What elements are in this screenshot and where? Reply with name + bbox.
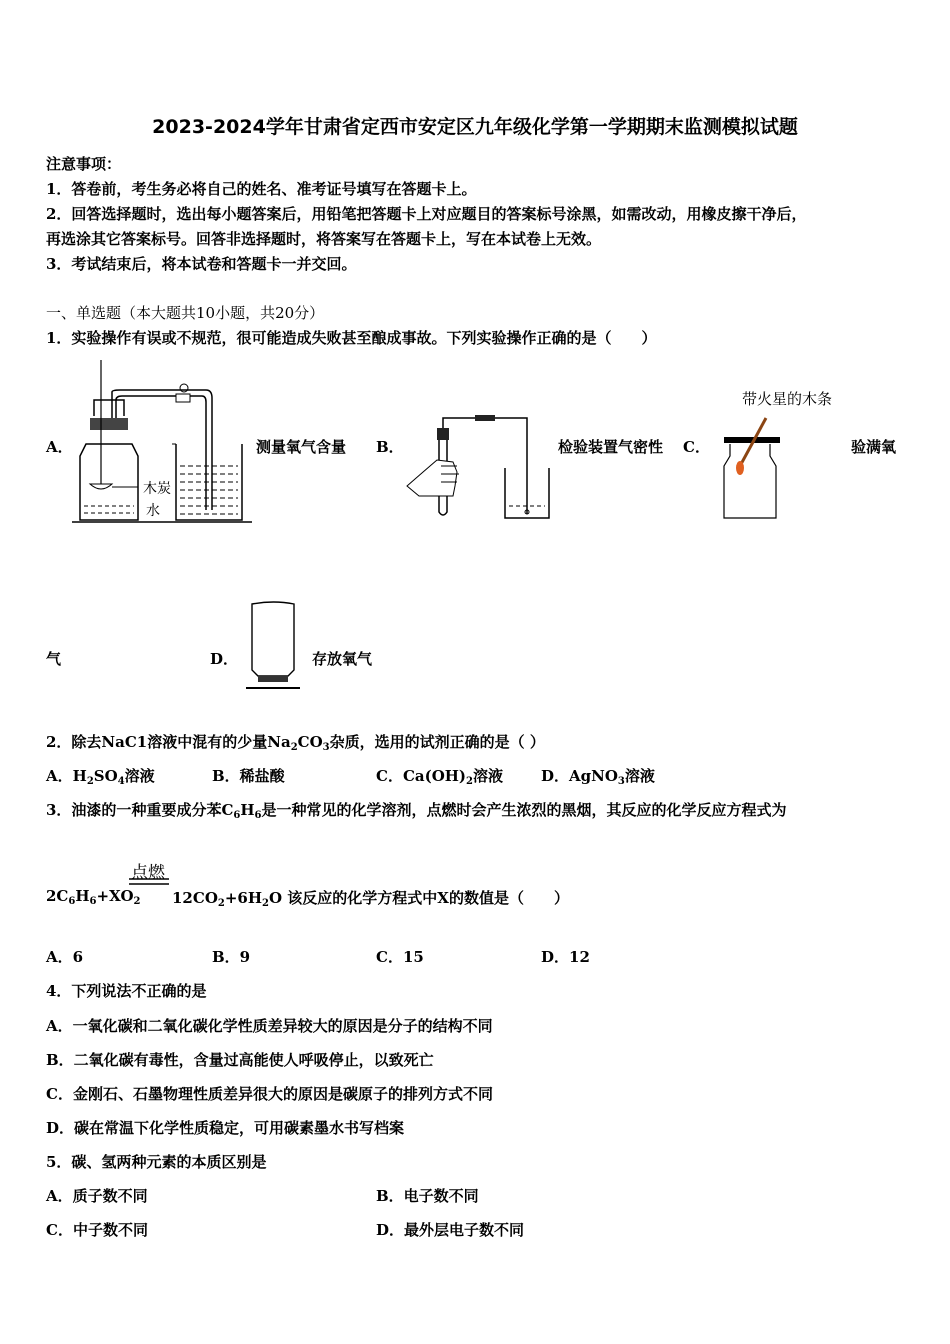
q5-option-c: C．中子数不同 — [46, 1221, 148, 1239]
q2-option-b: B．稀盐酸 — [212, 767, 285, 785]
q3-equals-sign — [129, 878, 171, 886]
q1-label-water: 水 — [146, 503, 160, 519]
q2-option-a: A．$H_2SO_4$溶液 — [46, 767, 155, 787]
q3-stem: 3．油漆的一种重要成分苯$C_6H_6$是一种常见的化学溶剂，点燃时会产生浓烈的黑烟，其反应的化学反应方程式为 — [46, 801, 787, 821]
q1-option-a-text: 测量氧气含量 — [256, 438, 347, 456]
q3-option-d: D．12 — [541, 948, 590, 966]
q1-apparatus-c — [720, 410, 790, 520]
notice-item: 3．考试结束后，将本试卷和答题卡一并交回。 — [46, 255, 357, 273]
q1-apparatus-d — [246, 600, 306, 692]
q5-option-d: D．最外层电子数不同 — [376, 1221, 525, 1239]
q4-option-a: A．一氧化碳和二氧化碳化学性质差异较大的原因是分子的结构不同 — [46, 1017, 493, 1035]
q3-reaction-condition: 点燃 — [131, 863, 165, 883]
page-title: 2023-2024学年甘肃省定西市安定区九年级化学第一学期期末监测模拟试题 — [152, 116, 798, 138]
q5-stem: 5．碳、氢两种元素的本质区别是 — [46, 1153, 267, 1171]
q4-option-c: C．金刚石、石墨物理性质差异很大的原因是碳原子的排列方式不同 — [46, 1085, 493, 1103]
q3-equation-left: $2C_6H_6+XO_2$ — [46, 887, 141, 907]
q2-option-d: D．AgNO$_3$溶液 — [541, 767, 655, 787]
q1-apparatus-a — [72, 360, 252, 530]
q1-option-a-letter: A． — [46, 438, 73, 456]
q1-option-b-text: 检验装置气密性 — [558, 438, 664, 456]
q3-equation-right: $12CO_2+6H_2O$ 该反应的化学方程式中X的数值是（ ） — [172, 889, 569, 909]
q3-option-c: C．15 — [376, 948, 424, 966]
q2-stem: 2．除去NaC1溶液中混有的少量$Na_2CO_3$杂质，选用的试剂正确的是（ ） — [46, 733, 545, 753]
q1-option-b-letter: B． — [376, 438, 404, 456]
q3-option-a: A．6 — [46, 948, 84, 966]
notice-item: 2．回答选择题时，选出每小题答案后，用铅笔把答题卡上对应题目的答案标号涂黑，如需改动，用橡皮擦干净后， — [46, 205, 807, 223]
q1-option-c-text: 验满氧 — [851, 438, 897, 456]
q5-option-b: B．电子数不同 — [376, 1187, 479, 1205]
q5-option-a: A．质子数不同 — [46, 1187, 148, 1205]
q2-option-c: C．$Ca(OH)_2$溶液 — [376, 767, 504, 787]
q1-option-d-text: 存放氧气 — [312, 650, 373, 668]
q1-apparatus-b — [405, 412, 555, 522]
q1-option-c-letter: C． — [683, 438, 710, 456]
q4-option-d: D．碳在常温下化学性质稳定，可用碳素墨水书写档案 — [46, 1119, 405, 1137]
notice-item: 1．答卷前，考生务必将自己的姓名、准考证号填写在答题卡上。 — [46, 180, 477, 198]
q4-stem: 4．下列说法不正确的是 — [46, 982, 207, 1000]
notice-heading: 注意事项： — [46, 155, 122, 173]
q1-stem: 1．实验操作有误或不规范，很可能造成失败甚至酿成事故。下列实验操作正确的是（ ） — [46, 329, 657, 347]
q1-option-c-text2: 气 — [46, 650, 62, 668]
q1-label-charcoal: 木炭 — [143, 481, 171, 497]
section-heading: 一、单选题（本大题共10小题，共20分） — [46, 304, 325, 322]
q1-label-splint: 带火星的木条 — [742, 390, 833, 408]
q4-option-b: B．二氧化碳有毒性，含量过高能使人呼吸停止，以致死亡 — [46, 1051, 434, 1069]
q3-option-b: B．9 — [212, 948, 251, 966]
notice-item: 再选涂其它答案标号。回答非选择题时，将答案写在答题卡上，写在本试卷上无效。 — [46, 230, 602, 248]
q1-option-d-letter: D． — [210, 650, 239, 668]
